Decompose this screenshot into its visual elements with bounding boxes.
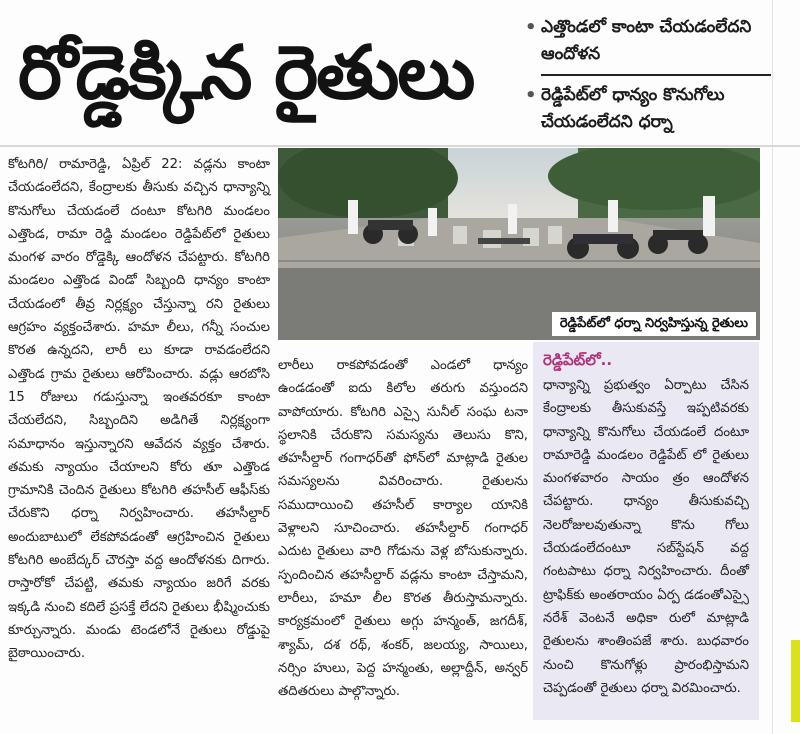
edge-accent-bar	[791, 640, 800, 722]
photo-caption: రెడ్డిపేట్‌లో ధర్నా నిర్వహిస్తున్న రైతులు	[552, 312, 756, 336]
sidebar-subheading: రెడ్డిపేట్‌లో..	[543, 351, 613, 369]
sidebar-text: ధాన్యాన్ని ప్రభుత్వం ఏర్పాటు చేసిన కేంద్రాలకు తీసుకువస్తే ఇప్పటివరకు ధాన్యాన్ని కొనుగోలు చేయడంలే దంటూ రామారెడ్డి మండలం రెడ్డిపేట్ లో రైతులు మంగళవారం సాయం త్రం ఆందోళన చేపట్టారు. ధాన్యం తీసుకువచ్చి నెలరోజులవుతున్నా కొను గోలు చేయడంలేదంటూ సబ్‌స్టేషన్ వద్ద గంటపాటు ధర్నా నిర్వహించారు. దీంతో ట్రాఫిక్‌కు అంతరాయం ఏర్ప డడంతోఎస్సై నరేశ్ వెంటనే అధికా రులో మాట్లాడి రైతులను శాంతింపజే శారు. బుధవారం నుంచి కొనుగోళ్లు ప్రారంభిస్తామని చెప్పడంతో రైతులు ధర్నా విరమించారు.	[543, 378, 749, 696]
headline: రోడ్డెక్కిన రైతులు	[18, 30, 474, 116]
bullet-item	[525, 82, 790, 136]
bullet-divider	[541, 74, 771, 76]
bullet-points	[525, 14, 790, 136]
bullet-text: రెడ్డిపేట్‌లో ధాన్యం కొనుగోలు చేయడంలేదని ధర్నా	[541, 85, 725, 132]
bullet-icon: •	[525, 17, 537, 38]
sidebar-box	[533, 342, 759, 720]
article-text: కోటగిరి/ రామారెడ్డి, ఏప్రిల్ 22: వడ్లను కాంటా చేయడంలేదని, కేంద్రాలకు తీసుకు వచ్చిన ధాన్యాన్ని కొనుగోలు చేయడంలే దంటూ కోటగిరి మండలం ఎత్తొండ, రామా రెడ్డి మండలం రెడ్డిపేట్‌లో రైతులు మంగళ వారం రోడ్డెక్కి ఆందోళన చేపట్టారు. కోటగిరి మండలం ఎత్తొండ విండో సిబ్బంది ధాన్యం కాంటా చేయడంలో తీవ్ర నిర్లక్ష్యం చేస్తున్నా రని రైతులు ఆగ్రహం వ్యక్తంచేశారు. హమా లీలు, గన్నీ సంచుల కొరత ఉన్నదని, లారీ లు కూడా రావడంలేదని ఎత్తొండ గ్రామ రైతులు ఆరోపించారు. వడ్లు ఆరబోసి 15 రోజులు గడుస్తున్నా ఇంతవరకూ కాంటా చేయలేదని, సిబ్బందిని అడిగితే నిర్లక్ష్యంగా సమాధానం ఇస్తున్నారని ఆవేదన వ్యక్తం చేశారు. తమకు న్యాయం చేయాలని కోరు తూ ఎత్తొండ గ్రామానికి చెందిన రైతులు కోటగిరి తహసీల్ ఆఫీస్‌కు చేరుకొని ధర్నా నిర్వహించారు. తహసీల్దార్ అందుబాటులో లేకపోవడంతో ఆగ్రహించిన రైతులు కోటగిరి అంబేద్కర్ చౌరస్తా వద్ద ఆందోళనకు దిగారు. రాస్తారోకో చేపట్టి, తమకు న్యాయం జరిగే వరకు ఇక్కడి నుంచి కదిలే ప్రసక్తే లేదని రైతులు భీష్మించుకు కూర్చున్నారు. మండు టెండలోనే రైతులు రోడ్డుపై బైఠాయించారు.	[8, 157, 270, 662]
header-rule	[0, 145, 800, 147]
article-text: లారీలు రాకపోవడంతో ఎండలో ధాన్యం ఉండడంతో ఐదు కిలోల తరుగు వస్తుందని వాపోయారు. కోటగిరి ఎస్సై సునీల్ సంఘ టనా స్థలానికి చేరుకొని సమస్యను తెలుసు కొని, తహసీల్దార్ గంగాధర్‌తో ఫోన్‌లో మాట్లాడి రైతుల సమస్యలను వివరించారు. రైతులను సముదాయించి తహసీల్ కార్యాల యానికి వెళ్లాలని సూచించారు. తహసీల్దార్ గంగాధర్ ఎదుట రైతులు వారి గోడును వెళ్ల బోసుకున్నారు. స్పందించిన తహసీల్దార్ వడ్లను కాంటా చేస్తామని, లారీలు, హమా లీల కొరత తీరుస్తామన్నారు. కార్యక్రమంలో రైతులు అగ్గు హన్మంత్, జగదీశ్, శ్యామ్, దశ రథ్, శంకర్, జలయ్య, సాయిలు, నర్సిం హులు, పెద్ద హన్మంతు, అల్లాద్దీన్, అన్వర్ తదితరులు పాల్గొన్నారు.	[278, 358, 528, 700]
bullet-text: ఎత్తొండలో కాంటా చేయడంలేదని ఆందోళన	[541, 17, 752, 64]
bullet-icon: •	[525, 85, 537, 106]
bullet-item	[525, 14, 790, 68]
news-photo	[278, 148, 760, 340]
article-column-1	[8, 153, 270, 666]
article-column-2	[278, 354, 528, 703]
